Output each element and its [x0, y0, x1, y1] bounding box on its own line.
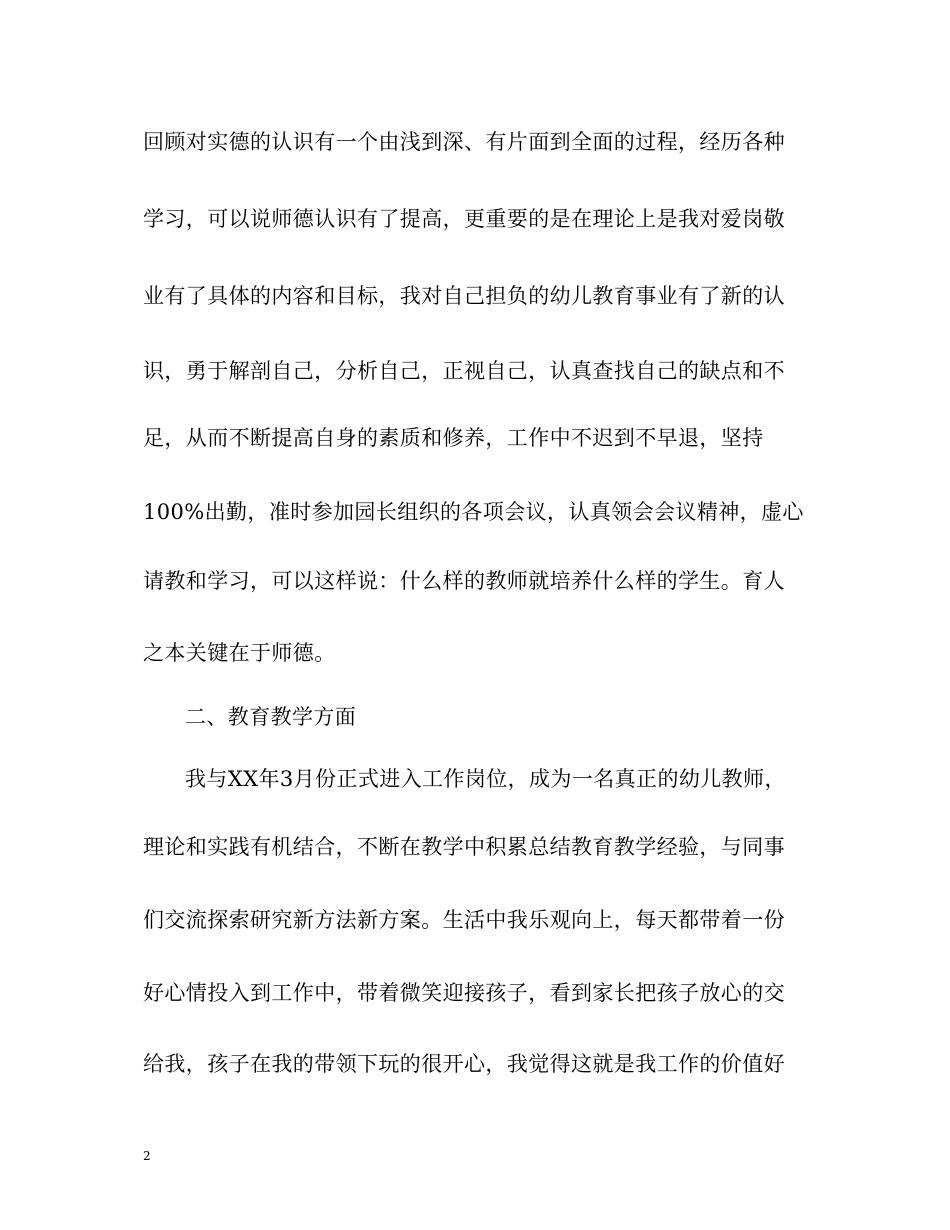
text-line: 给我，孩子在我的带领下玩的很开心，我觉得这就是我工作的价值好	[143, 1052, 785, 1076]
text-line: 100%出勤，准时参加园长组织的各项会议，认真领会会议精神，虚心	[143, 500, 804, 524]
text-line: 我与XX年3月份正式进入工作岗位，成为一名真正的幼儿教师，	[185, 767, 786, 791]
text-line: 识，勇于解剖自己，分析自己，正视自己，认真查找自己的缺点和不	[143, 359, 785, 383]
text-line: 请教和学习，可以这样说：什么样的教师就培养什么样的学生。育人	[143, 569, 785, 593]
text-line: 学习，可以说师德认识有了提高，更重要的是在理论上是我对爱岗敬	[143, 207, 785, 231]
text-line: 回顾对实德的认识有一个由浅到深、有片面到全面的过程，经历各种	[143, 130, 785, 154]
page-number: 2	[143, 1149, 151, 1163]
text-line: 好心情投入到工作中，带着微笑迎接孩子，看到家长把孩子放心的交	[143, 981, 785, 1005]
text-line: 之本关键在于师德。	[143, 641, 336, 665]
section-heading: 二、教育教学方面	[185, 705, 357, 729]
text-line: 业有了具体的内容和目标，我对自己担负的幼儿教育事业有了新的认	[143, 284, 785, 308]
text-line: 理论和实践有机结合，不断在教学中积累总结教育教学经验，与同事	[143, 835, 785, 859]
text-line: 足，从而不断提高自身的素质和修养，工作中不迟到不早退，坚持	[143, 426, 764, 450]
text-line: 们交流探索研究新方法新方案。生活中我乐观向上，每天都带着一份	[143, 908, 785, 932]
